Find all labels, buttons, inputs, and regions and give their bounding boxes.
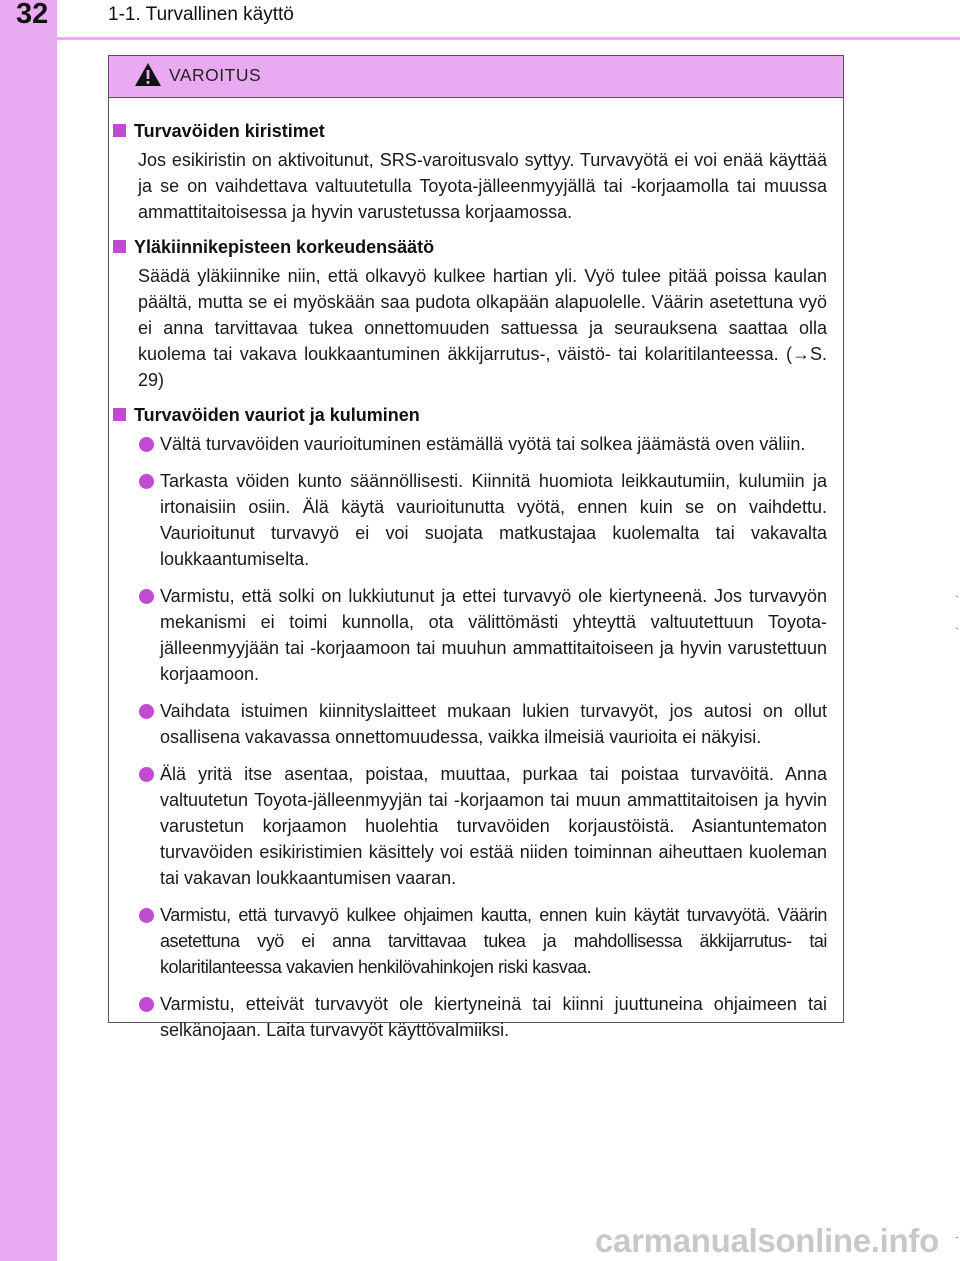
warning-label: VAROITUS [169, 65, 262, 85]
list-item [113, 698, 827, 750]
list-item-text: Älä yritä itse asentaa, poistaa, muuttaa, purkaa tai poistaa turvavöitä. Anna valtuutetun Toyota-jälleenmyyjän tai -korjaamon tai muun ammattitaitoisen ja hyvin varustetun korjaamon huolehtia turvavöiden korjaustöistä. Asiantuntematon turvavöiden esikiristimien käsittely voi estää niiden toiminnan aiheuttaen kuoleman tai vakavan loukkaantumisen vaaran. [160, 764, 827, 888]
list-item-text: Varmistu, etteivät turvavyöt ole kiertyneinä tai kiinni juuttuneina ohjaimeen tai selkänojaan. Laita turvavyöt käyttövalmiiksi. [160, 994, 827, 1040]
square-bullet-icon [113, 240, 126, 253]
heading-text: Turvavöiden kiristimet [134, 121, 325, 141]
section-heading [113, 403, 827, 427]
round-bullet-icon [139, 474, 154, 489]
list-item [113, 902, 827, 980]
list-item [113, 761, 827, 891]
crop-mark [956, 1237, 958, 1238]
heading-text: Turvavöiden vauriot ja kuluminen [134, 405, 420, 425]
round-bullet-icon [139, 767, 154, 782]
round-bullet-icon [139, 997, 154, 1012]
warning-header [109, 56, 843, 98]
list-item-text: Vaihdata istuimen kiinnityslaitteet mukaan lukien turvavyöt, jos autosi on ollut osallisena vakavassa onnettomuudessa, vaikka ilmeisiä vaurioita ei näkyisi. [160, 701, 827, 747]
list-item [113, 468, 827, 572]
list-item [113, 583, 827, 687]
crop-mark [956, 596, 958, 597]
list-item [113, 991, 827, 1043]
paragraph: Jos esikiristin on aktivoitunut, SRS-varoitusvalo syttyy. Turvavyötä ei voi enää käyttää ja se on vaihdettava valtuutetulla Toyota-jälleenmyyjällä tai -korjaamolla tai muussa ammattitaitoisessa ja hyvin varustetussa korjaamossa. [138, 150, 827, 222]
section-title: 1-1. Turvallinen käyttö [108, 4, 294, 25]
list-item-text: Varmistu, että solki on lukkiutunut ja ettei turvavyö ole kiertyneenä. Jos turvavyön mekanismi ei toimi kunnolla, ota välittömästi yhteyttä valtuutettuun Toyota-jälleenmyyjään tai -korjaamoon tai muuhun ammattitaitoiseen ja hyvin varustettuun korjaamoon. [160, 586, 827, 684]
round-bullet-icon [139, 589, 154, 604]
list-item-text: Vältä turvavöiden vaurioituminen estämällä vyötä tai solkea jäämästä oven väliin. [160, 434, 806, 454]
warning-box [108, 55, 844, 1040]
list-item [113, 431, 827, 457]
section-heading [113, 119, 827, 143]
side-color-band [0, 0, 57, 1261]
section-heading [113, 235, 827, 259]
round-bullet-icon [139, 437, 154, 452]
heading-text: Yläkiinnikepisteen korkeudensäätö [134, 237, 435, 257]
square-bullet-icon [113, 124, 126, 137]
crop-mark [956, 628, 958, 629]
warning-content [109, 98, 843, 1043]
round-bullet-icon [139, 704, 154, 719]
square-bullet-icon [113, 408, 126, 421]
paragraph: Säädä yläkiinnike niin, että olkavyö kulkee hartian yli. Vyö tulee pitää poissa kaulan päältä, mutta se ei myöskään saa pudota olkapään alapuolelle. Väärin asetettuna vyö ei anna tarvittavaa tukea onnettomuuden sattuessa ja seurauksena saattaa olla kuolema tai vakava loukkaantuminen äkkijarrutus-, väistö- tai kolaritilanteessa. (→S. 29) [138, 266, 827, 390]
page-number: 32 [16, 0, 49, 30]
list-item-text: Varmistu, että turvavyö kulkee ohjaimen kautta, ennen kuin käytät turvavyötä. Väärin asetettuna vyö ei anna tarvittavaa tukea ja mahdollisessa äkkijarrutus- tai kolaritilanteessa vakavien henkilövahinkojen riski kasvaa. [160, 905, 827, 977]
warning-triangle-icon [134, 62, 162, 87]
watermark: carmanualsonline.info [595, 1222, 939, 1259]
list-item-text: Tarkasta vöiden kunto säännöllisesti. Kiinnitä huomiota leikkautumiin, kulumiin ja irtonaisiin osiin. Älä käytä vaurioitunutta vyötä, ennen kuin se on vaihdettu. Vaurioitunut turvavyö ei voi suojata matkustajaa kuolemalta tai vakavalta loukkaantumiselta. [160, 471, 827, 569]
round-bullet-icon [139, 908, 154, 923]
